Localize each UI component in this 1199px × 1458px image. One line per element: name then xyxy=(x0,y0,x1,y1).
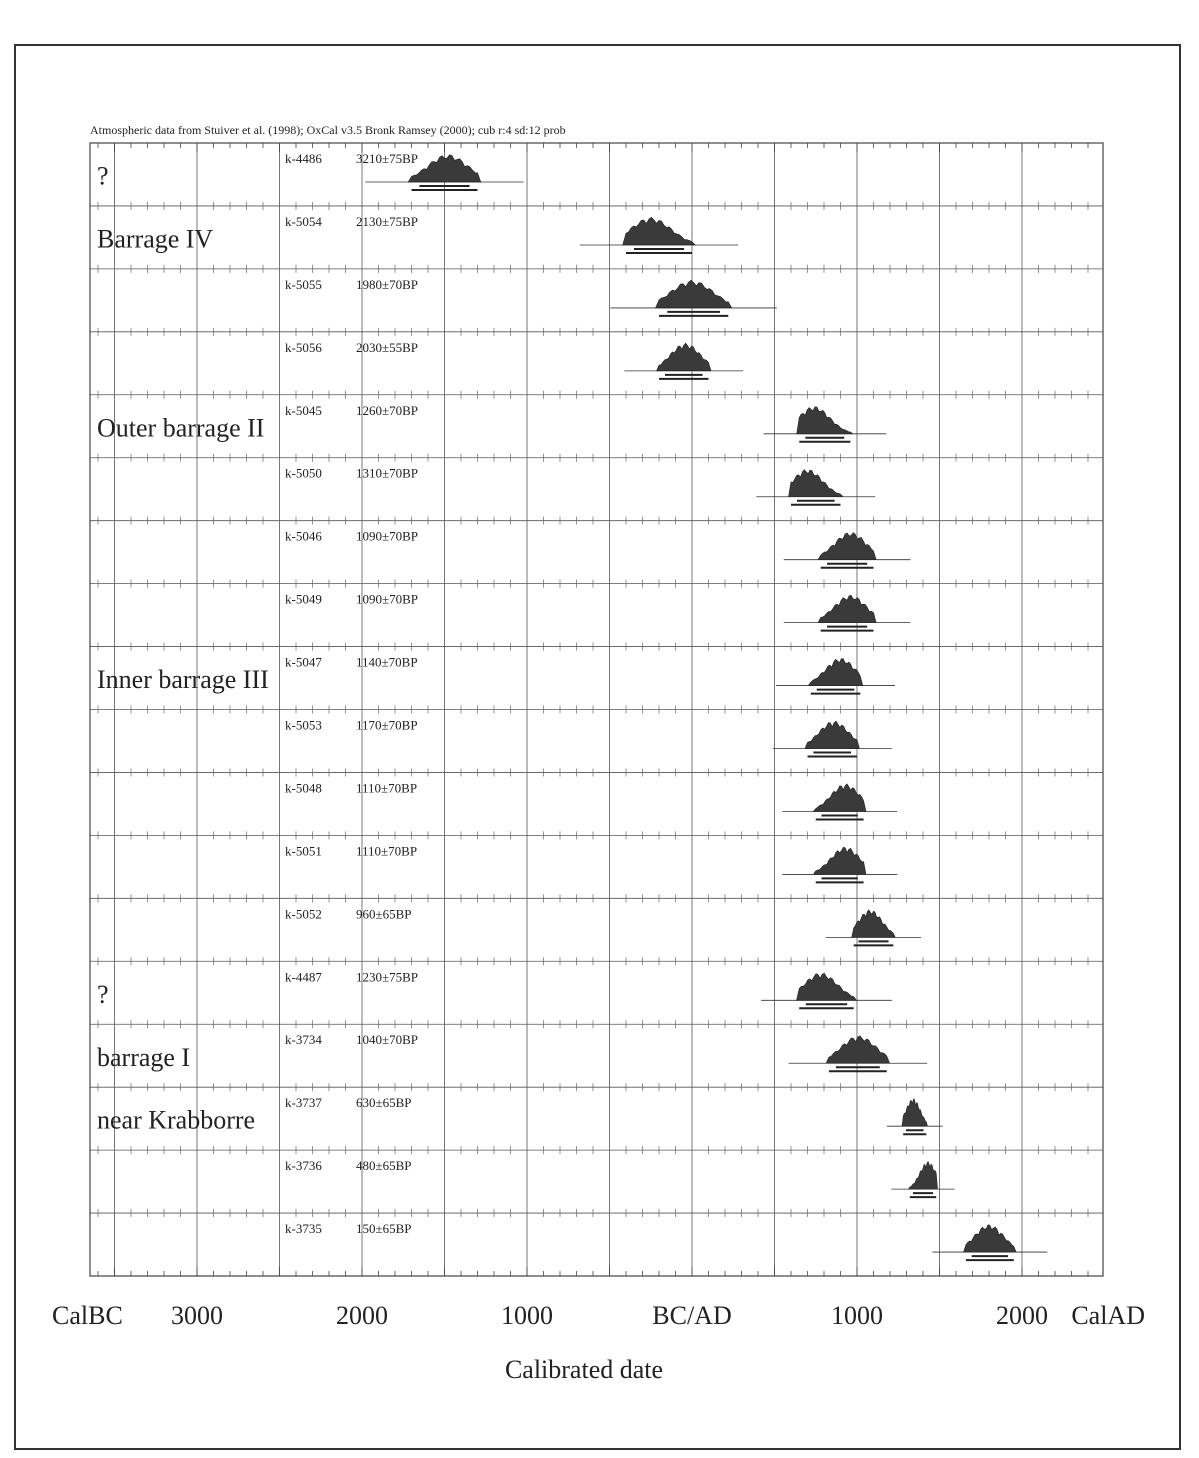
sample-bp-age: 1170±70BP xyxy=(356,717,418,733)
sample-lab-code: k-5049 xyxy=(285,591,322,607)
sample-lab-code: k-5046 xyxy=(285,528,322,544)
probability-distribution xyxy=(818,533,876,560)
group-label: ? xyxy=(97,161,109,191)
sample-bp-age: 960±65BP xyxy=(356,906,412,922)
sample-lab-code: k-5055 xyxy=(285,276,322,292)
x-unit-left: CalBC xyxy=(52,1301,123,1330)
probability-distribution xyxy=(902,1099,927,1127)
x-unit-right: CalAD xyxy=(1071,1301,1145,1330)
sample-lab-code: k-5048 xyxy=(285,780,322,796)
sample-bp-age: 150±65BP xyxy=(356,1221,412,1237)
probability-distribution xyxy=(813,784,866,812)
sample-bp-age: 1310±70BP xyxy=(356,465,419,481)
sample-lab-code: k-5053 xyxy=(285,717,322,733)
sample-lab-code: k-5052 xyxy=(285,906,322,922)
probability-distribution xyxy=(852,910,896,937)
sample-bp-age: 2030±55BP xyxy=(356,339,419,355)
x-tick-label: 2000 xyxy=(996,1301,1048,1330)
sample-lab-code: k-5045 xyxy=(285,402,322,418)
sample-bp-age: 1090±70BP xyxy=(356,528,419,544)
x-axis-ticks xyxy=(171,1301,1048,1330)
probability-distribution xyxy=(826,1036,890,1064)
probability-distribution xyxy=(656,280,732,308)
sample-bp-age: 630±65BP xyxy=(356,1095,412,1111)
probability-distribution xyxy=(657,343,711,371)
sample-lab-code: k-5056 xyxy=(285,339,322,355)
probability-distribution xyxy=(964,1225,1017,1252)
sample-bp-age: 480±65BP xyxy=(356,1158,412,1174)
probability-distribution xyxy=(789,470,843,497)
sample-lab-code: k-3734 xyxy=(285,1032,322,1048)
x-tick-label: 3000 xyxy=(171,1301,223,1330)
group-label: Barrage IV xyxy=(97,224,214,254)
sample-lab-code: k-4486 xyxy=(285,151,322,166)
sample-bp-age: 1110±70BP xyxy=(356,843,418,859)
probability-distribution xyxy=(813,847,866,874)
probability-distribution xyxy=(805,721,859,748)
sample-bp-age: 1140±70BP xyxy=(356,654,418,670)
sample-bp-age: 2130±75BP xyxy=(356,213,419,229)
sample-lab-code: k-3735 xyxy=(285,1221,322,1237)
probability-distribution xyxy=(808,659,862,686)
x-tick-label: BC/AD xyxy=(652,1301,732,1330)
group-label: Inner barrage III xyxy=(97,665,269,695)
x-tick-label: 1000 xyxy=(501,1301,553,1330)
group-label: Outer barrage II xyxy=(97,413,265,443)
probability-distribution xyxy=(797,407,853,434)
x-tick-label: 1000 xyxy=(831,1301,883,1330)
sample-lab-code: k-5051 xyxy=(285,843,322,859)
x-tick-label: 2000 xyxy=(336,1301,388,1330)
group-label: near Krabborre xyxy=(97,1105,256,1135)
rows xyxy=(97,151,1047,1260)
probability-distribution xyxy=(908,1161,937,1189)
sample-bp-age: 1230±75BP xyxy=(356,969,419,985)
sample-lab-code: k-4487 xyxy=(285,969,322,985)
sample-lab-code: k-3737 xyxy=(285,1095,322,1111)
group-label: ? xyxy=(97,979,109,1009)
probability-distribution xyxy=(408,155,481,182)
sample-bp-age: 3210±75BP xyxy=(356,151,419,166)
sample-bp-age: 1110±70BP xyxy=(356,780,418,796)
sample-bp-age: 1260±70BP xyxy=(356,402,419,418)
sample-lab-code: k-3736 xyxy=(285,1158,322,1174)
probability-distribution xyxy=(623,217,696,245)
x-axis-label: Calibrated date xyxy=(504,1355,664,1384)
chart-header: Atmospheric data from Stuiver et al. (1998); OxCal v3.5 Bronk Ramsey (2000); cub r:4 sd:12 prob xyxy=(90,123,566,137)
group-label: barrage I xyxy=(97,1042,191,1072)
probability-distribution xyxy=(797,973,857,1000)
sample-bp-age: 1980±70BP xyxy=(356,276,419,292)
sample-lab-code: k-5050 xyxy=(285,465,322,481)
sample-bp-age: 1090±70BP xyxy=(356,591,419,607)
sample-lab-code: k-5047 xyxy=(285,654,322,670)
probability-distribution xyxy=(818,595,876,622)
sample-bp-age: 1040±70BP xyxy=(356,1032,419,1048)
sample-lab-code: k-5054 xyxy=(285,213,322,229)
